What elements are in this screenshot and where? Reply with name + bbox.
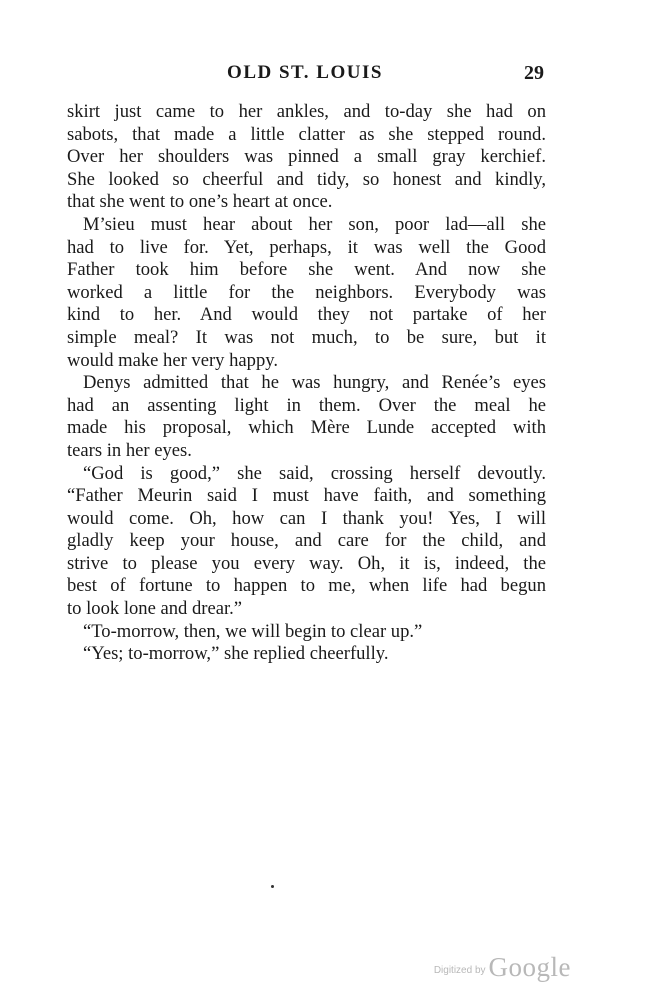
watermark-prefix: Digitized by [433, 965, 486, 976]
text-line: made his proposal, which Mère Lunde accepted with [67, 417, 546, 439]
text-line: that she went to one’s heart at once. [67, 191, 333, 213]
text-line: simple meal? It was not much, to be sure, but it [67, 326, 546, 348]
ink-speck [271, 885, 274, 888]
running-head [66, 62, 544, 88]
text-line: M’sieu must hear about her son, poor lad—all she [83, 213, 546, 235]
text-line: would make her very happy. [67, 349, 279, 371]
running-title: OLD ST. LOUIS [227, 62, 383, 83]
page-number: 29 [524, 62, 544, 84]
text-line: had to live for. Yet, perhaps, it was well the Good [67, 236, 546, 258]
text-line: Father took him before she went. And now she [67, 259, 546, 281]
text-line: gladly keep your house, and care for the child, and [67, 530, 546, 552]
body-text [67, 101, 546, 666]
text-line: tears in her eyes. [67, 439, 192, 461]
text-line: Over her shoulders was pinned a small gray kerchief. [67, 146, 546, 168]
text-line: strive to please you every way. Oh, it is, indeed, the [67, 552, 546, 574]
digitized-watermark [434, 952, 571, 983]
google-logo: Google [488, 952, 571, 982]
text-line: best of fortune to happen to me, when life had begun [67, 575, 546, 597]
text-line: worked a little for the neighbors. Everybody was [67, 281, 546, 303]
text-line: kind to her. And would they not partake of her [67, 304, 546, 326]
text-line: skirt just came to her ankles, and to-day she had on [67, 101, 546, 122]
text-line: Denys admitted that he was hungry, and Renée’s eyes [83, 372, 546, 394]
text-line: “God is good,” she said, crossing herself devoutly. [83, 462, 546, 484]
text-line: had an assenting light in them. Over the meal he [67, 394, 546, 416]
text-line: sabots, that made a little clatter as she stepped round. [67, 123, 546, 145]
text-line: “To-morrow, then, we will begin to clear up.” [83, 620, 423, 642]
text-line: She looked so cheerful and tidy, so honest and kindly, [67, 168, 546, 190]
text-line: “Yes; to-morrow,” she replied cheerfully. [83, 643, 389, 665]
text-line: to look lone and drear.” [67, 598, 243, 620]
text-line: would come. Oh, how can I thank you! Yes, I will [67, 507, 546, 529]
text-line: “Father Meurin said I must have faith, and something [67, 485, 546, 507]
